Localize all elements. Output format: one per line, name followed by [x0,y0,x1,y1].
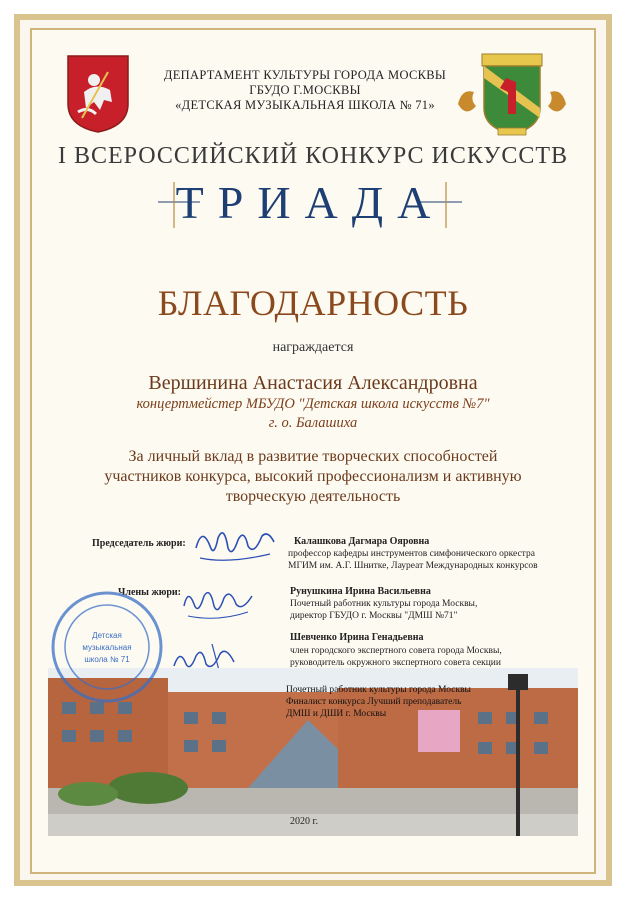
jury-chair-name: Калашкова Дагмара Ояровна [294,536,430,547]
jury-chair-description [288,548,538,572]
awarded-label: награждается [272,340,354,355]
official-stamp [48,588,166,706]
description-line: Почетный работник культуры города Москвы [286,685,471,695]
reason-line: творческую деятельность [225,488,401,505]
header-line: «ДЕТСКАЯ МУЗЫКАЛЬНАЯ ШКОЛА № 71» [175,98,435,112]
moscow-coat-of-arms [64,52,132,134]
header-line: ГБУДО Г.МОСКВЫ [249,83,361,97]
jury-member1-name: Рунушкина Ирина Васильевна [290,586,431,597]
jury-chair-label: Председатель жюри: [92,538,186,549]
jury-member1-description [290,598,477,622]
issue-year: 2020 г. [290,816,318,827]
member1-signature [178,582,258,626]
award-reason [60,447,566,507]
description-line: Финалист конкурса Лучший преподаватель [286,697,462,707]
recipient-city: г. о. Балашиха [268,415,358,431]
description-line: директор ГБУДО г. Москвы "ДМШ №71" [290,611,458,621]
description-line: член городского экспертного совета города Москвы, [290,646,502,656]
description-line: руководитель окружного экспертного совета секции [290,658,501,668]
jury-member2-extra [286,684,471,720]
chair-signature [188,518,278,568]
stamp-center-line: Детская [92,631,122,640]
gratitude-title: БЛАГОДАРНОСТЬ [157,283,469,323]
stamp-center-line: музыкальная [82,643,132,652]
jury-member2-name: Шевченко Ирина Генадьевна [290,632,424,643]
stamp-center-line: школа № 71 [84,655,130,664]
description-line: ДМШ и ДШИ г. Москвы [286,709,387,719]
description-line: Почетный работник культуры города Москвы, [290,599,478,609]
contest-title: I ВСЕРОССИЙСКИЙ КОНКУРС ИСКУССТВ [57,143,569,169]
reason-line: участников конкурса, высокий профессионализм и активную [104,468,522,485]
recipient-name: Вершинина Анастасия Александровна [148,372,478,394]
triad-title: ТРИАДА [175,177,445,228]
triad-logo [150,168,470,236]
zelenograd-emblem [452,48,572,140]
description-line: МГИМ им. А.Г. Шнитке, Лауреат Международных конкурсов [288,561,538,571]
jury-members-label: Члены жюри: [118,587,182,598]
description-line: профессор кафедры инструментов симфонического оркестра [288,549,535,559]
reason-line: За личный вклад в развитие творческих способностей [128,448,498,465]
issuing-organization [150,68,460,113]
header-line: ДЕПАРТАМЕНТ КУЛЬТУРЫ ГОРОДА МОСКВЫ [163,68,447,82]
recipient-role: концертмейстер МБУДО "Детская школа искусств №7" [136,396,490,412]
